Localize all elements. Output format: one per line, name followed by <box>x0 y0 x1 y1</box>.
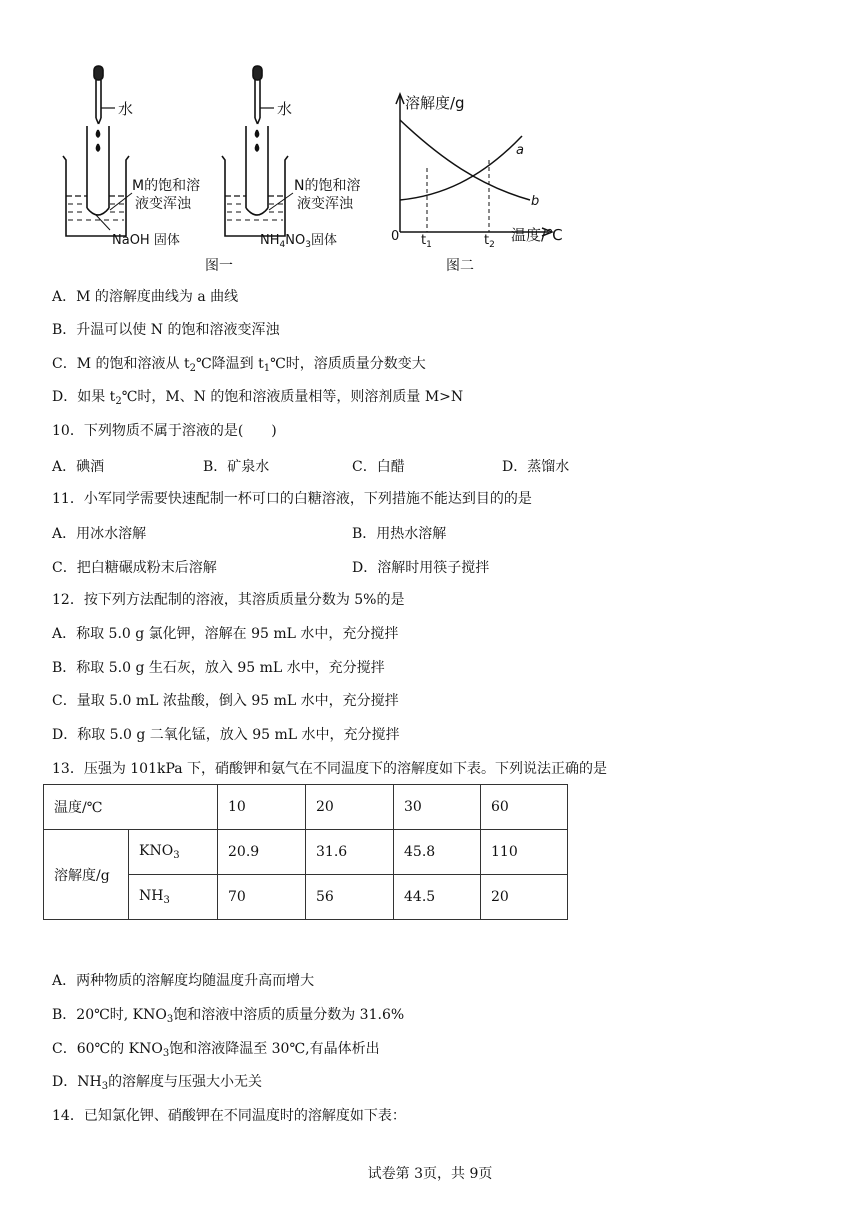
water-label-2: 水 <box>277 100 293 118</box>
q9-option-b: B．升温可以使 N 的饱和溶液变浑浊 <box>52 322 280 338</box>
curve-a-label: a <box>516 143 524 158</box>
table-cell: 45.8 <box>394 830 481 875</box>
table-row-group: 溶解度/g <box>44 830 129 920</box>
solid-label-2: $NH_4NO_3$固体 <box>260 233 337 250</box>
figure-area <box>0 55 860 280</box>
q13-option-d: D．$NH_3$的溶解度与压强大小无关 <box>52 1074 263 1092</box>
solubility-graph <box>396 94 552 236</box>
table-row <box>44 785 568 830</box>
graph-xlabel: 温度/℃ <box>511 226 563 244</box>
q12-option-d: D．称取 5.0 g 二氧化锰，放入 95 mL 水中，充分搅拌 <box>52 727 400 743</box>
q12-option-c: C．量取 5.0 mL 浓盐酸，倒入 95 mL 水中，充分搅拌 <box>52 693 399 709</box>
q12-option-b: B．称取 5.0 g 生石灰，放入 95 mL 水中，充分搅拌 <box>52 660 385 676</box>
figure-1-caption: 图一 <box>205 258 233 274</box>
q11-option-b: B．用热水溶解 <box>352 526 447 542</box>
curve-b <box>400 120 530 200</box>
q13-option-a: A．两种物质的溶解度均随温度升高而增大 <box>52 973 315 989</box>
table-cell: 56 <box>306 875 394 920</box>
q9-option-a: A．M 的溶解度曲线为 a 曲线 <box>52 289 239 305</box>
table-cell: 60 <box>481 785 568 830</box>
q9-option-d: D．如果 $t_2℃$时，M、N 的饱和溶液质量相等，则溶剂质量 M>N <box>52 389 464 407</box>
figure-2-caption: 图二 <box>446 258 474 274</box>
q10-option-a: A．碘酒 <box>52 459 105 475</box>
graph-t2: $t_2$ <box>484 233 495 250</box>
q12-option-a: A．称取 5.0 g 氯化钾，溶解在 95 mL 水中，充分搅拌 <box>52 626 399 642</box>
graph-ylabel: 溶解度/g <box>405 94 465 112</box>
table-row <box>44 830 568 875</box>
q9-option-c: C．M 的饱和溶液从 $t_2℃$降温到 $t_1℃$时，溶质质量分数变大 <box>52 356 426 374</box>
solubility-table <box>43 784 568 920</box>
table-header-label: 温度/℃ <box>44 785 218 830</box>
table-cell-nh3: $NH_3$ <box>129 875 218 920</box>
table-cell: 44.5 <box>394 875 481 920</box>
note-m-line2: 液变浑浊 <box>135 196 191 212</box>
q14-stem: 14．已知氯化钾、硝酸钾在不同温度时的溶解度如下表： <box>52 1108 406 1124</box>
note-n-line2: 液变浑浊 <box>297 196 353 212</box>
table-cell-kno3: $KNO_3$ <box>129 830 218 875</box>
graph-origin: 0 <box>391 229 400 244</box>
q11-option-a: A．用冰水溶解 <box>52 526 147 542</box>
q10-option-d: D．蒸馏水 <box>502 459 570 475</box>
table-cell: 20 <box>481 875 568 920</box>
table-cell: 70 <box>218 875 306 920</box>
q13-option-c: C．60℃的 $KNO_3$饱和溶液降温至 30℃,有晶体析出 <box>52 1041 380 1059</box>
table-cell: 110 <box>481 830 568 875</box>
water-label-1: 水 <box>118 100 134 118</box>
graph-t1: $t_1$ <box>421 233 432 250</box>
q10-stem: 10．下列物质不属于溶液的是( ) <box>52 423 277 439</box>
q11-option-d: D．溶解时用筷子搅拌 <box>352 560 490 576</box>
table-cell: 10 <box>218 785 306 830</box>
q10-option-c: C．白醋 <box>352 459 405 475</box>
page-footer: 试卷第 3页，共 9页 <box>367 1166 493 1182</box>
solid-label-1: NaOH 固体 <box>112 233 180 248</box>
apparatus-1 <box>63 66 132 236</box>
note-n-line1: N的饱和溶 <box>294 178 361 194</box>
q12-stem: 12．按下列方法配制的溶液，其溶质质量分数为 5%的是 <box>52 592 405 608</box>
q13-option-b: B．20℃时, $KNO_3$饱和溶液中溶质的质量分数为 31.6% <box>52 1007 405 1025</box>
q10-option-b: B．矿泉水 <box>203 459 270 475</box>
curve-b-label: b <box>531 194 540 209</box>
table-cell: 20.9 <box>218 830 306 875</box>
table-cell: 20 <box>306 785 394 830</box>
apparatus-2 <box>222 66 293 236</box>
q11-option-c: C．把白糖碾成粉末后溶解 <box>52 560 217 576</box>
q13-stem: 13．压强为 101kPa 下，硝酸钾和氨气在不同温度下的溶解度如下表。下列说法正确的是 <box>52 761 608 777</box>
note-m-line1: M的饱和溶 <box>132 178 201 194</box>
table-cell: 30 <box>394 785 481 830</box>
q11-stem: 11．小军同学需要快速配制一杯可口的白糖溶液，下列措施不能达到目的的是 <box>52 491 532 507</box>
table-cell: 31.6 <box>306 830 394 875</box>
